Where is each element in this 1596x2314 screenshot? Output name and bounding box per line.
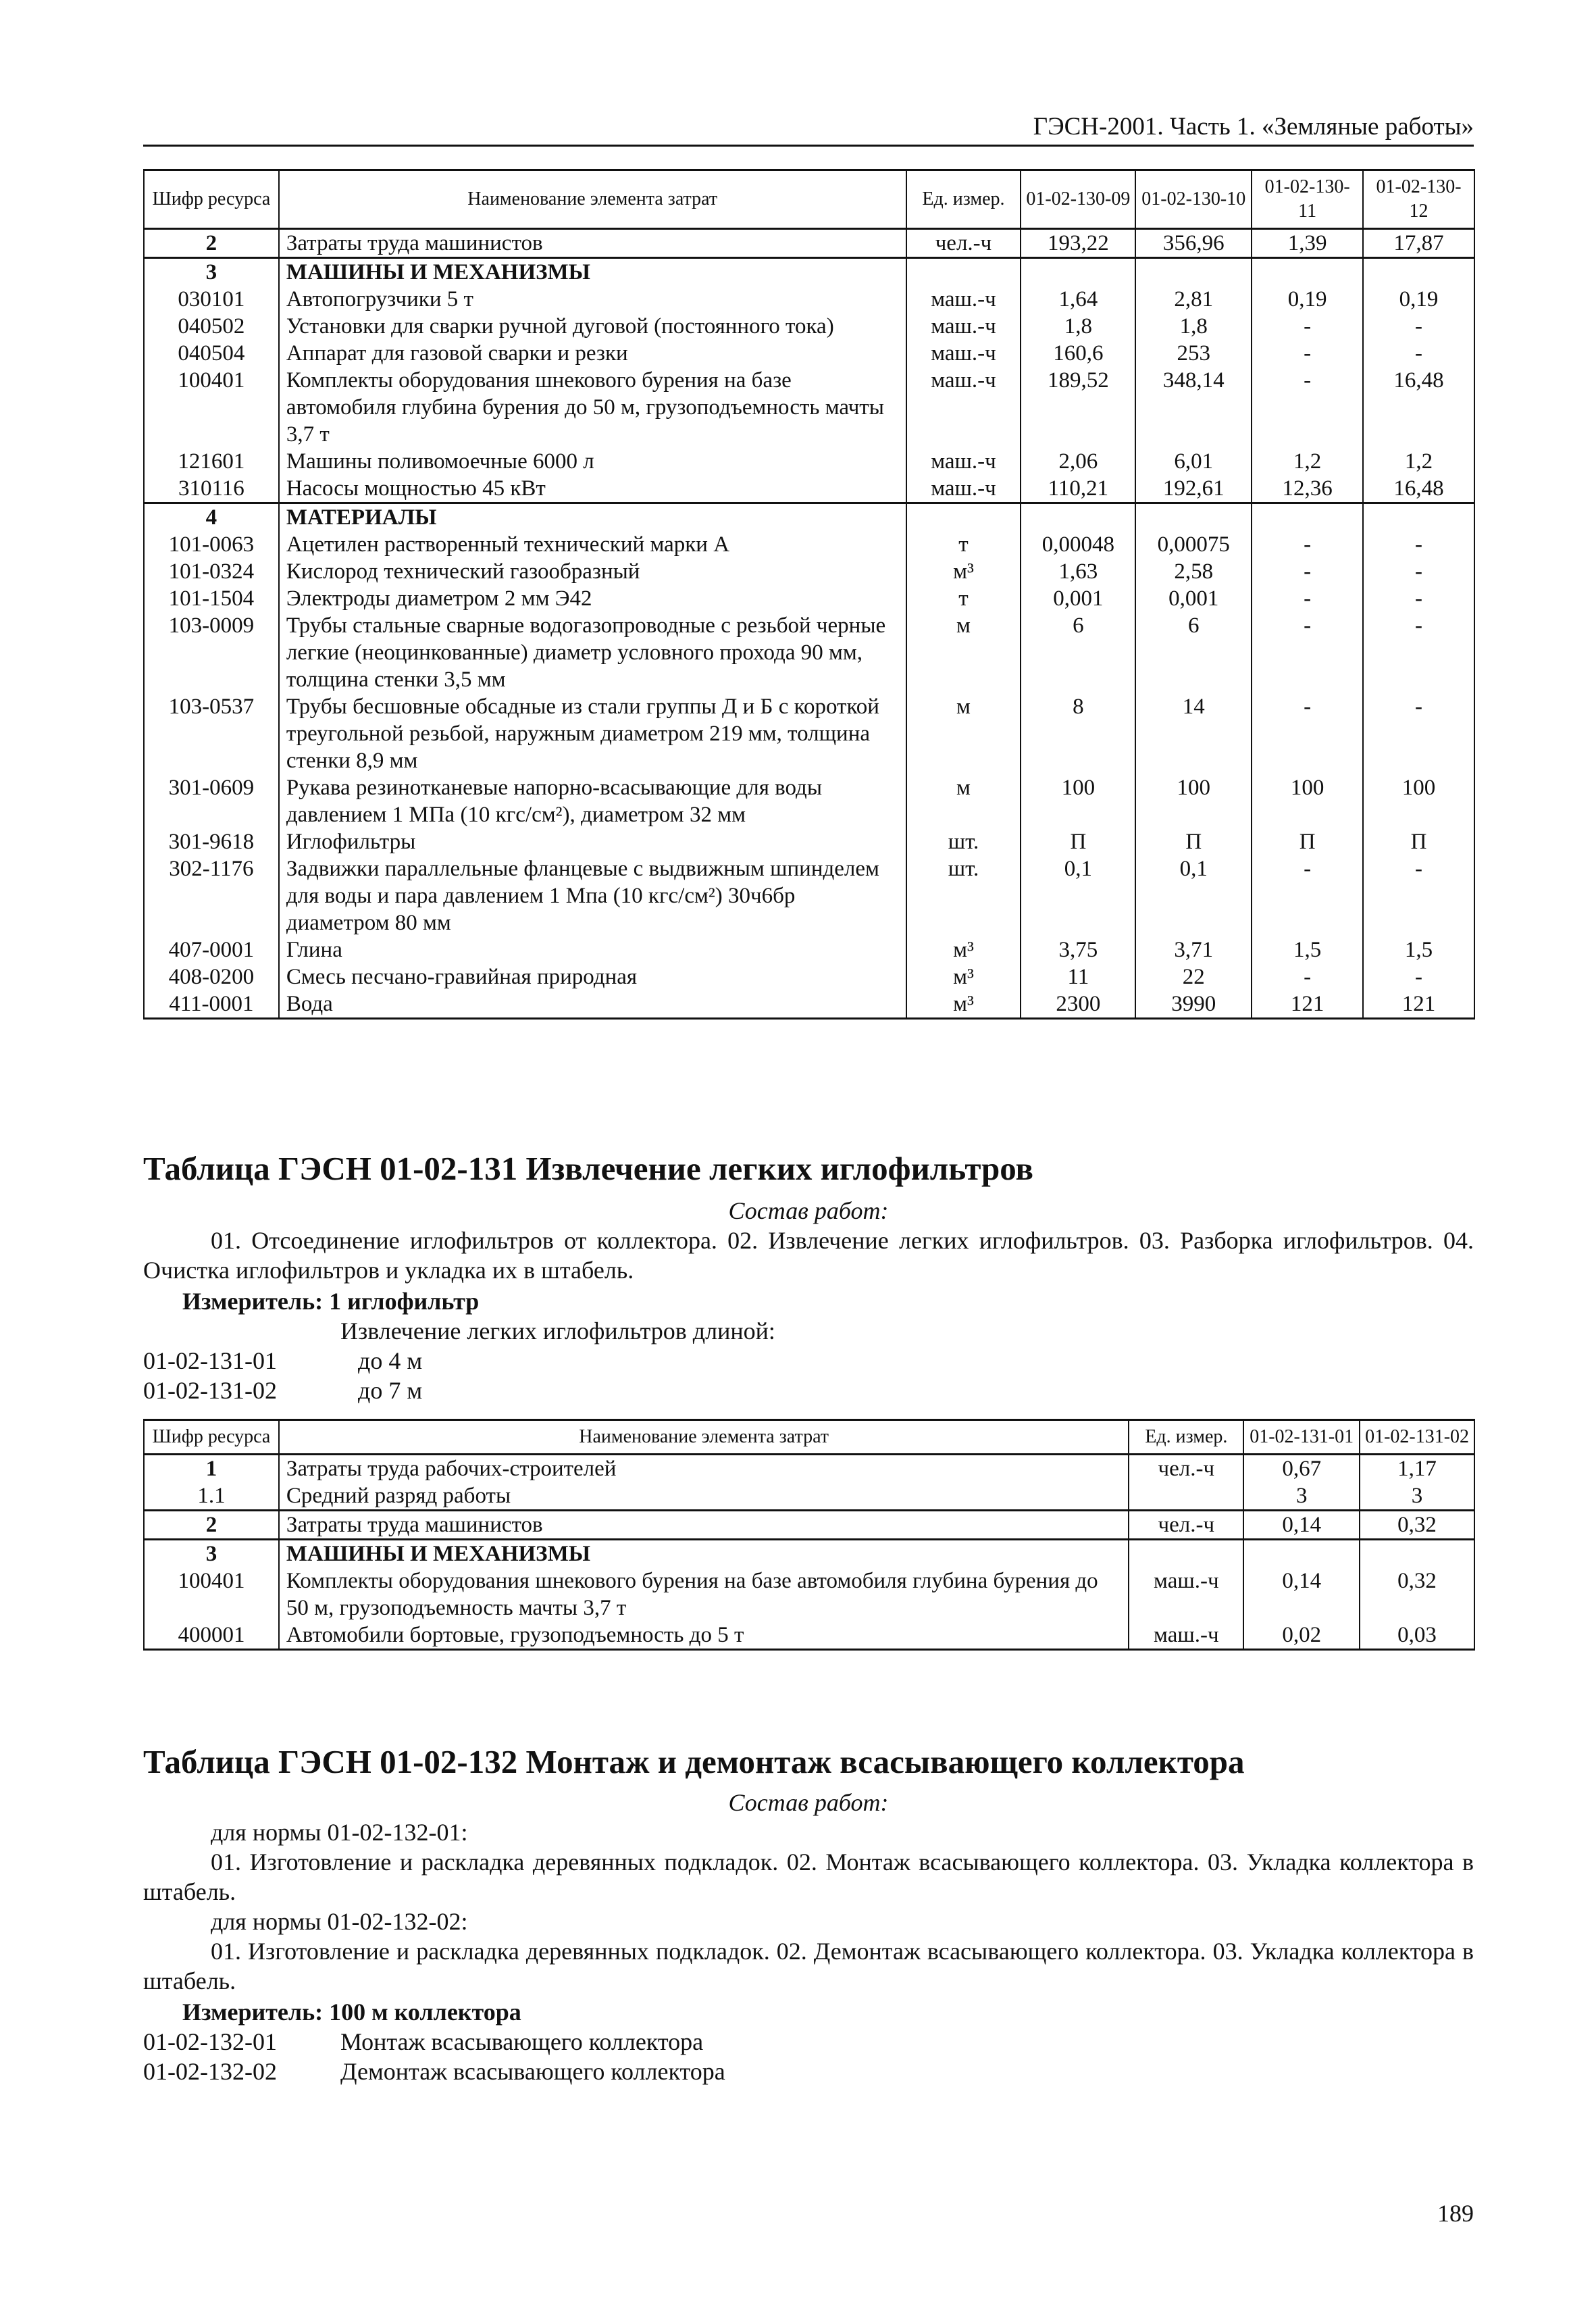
cell-v3: - bbox=[1252, 585, 1363, 612]
column-header: 01-02-130-11 bbox=[1252, 170, 1363, 229]
column-header: Ед. измер. bbox=[1129, 1420, 1243, 1455]
cell-name: Насосы мощностью 45 кВт bbox=[279, 475, 906, 503]
column-header: 01-02-130-09 bbox=[1021, 170, 1135, 229]
cell-v2: 3,71 bbox=[1135, 936, 1252, 963]
cell-code: 310116 bbox=[144, 475, 279, 503]
cell-name: МАШИНЫ И МЕХАНИЗМЫ bbox=[279, 258, 906, 286]
cell-v2: 0,32 bbox=[1360, 1511, 1474, 1540]
cell-v4 bbox=[1363, 503, 1474, 532]
cell-v3: - bbox=[1252, 612, 1363, 693]
cell-v1 bbox=[1021, 258, 1135, 286]
resource-table-130 bbox=[143, 169, 1475, 1020]
cell-v4: П bbox=[1363, 828, 1474, 855]
cell-v1: 0,02 bbox=[1243, 1621, 1360, 1650]
table-row bbox=[144, 1567, 1474, 1621]
cell-unit: маш.-ч bbox=[1129, 1567, 1243, 1621]
table-row bbox=[144, 1540, 1474, 1568]
cell-unit: м³ bbox=[906, 963, 1021, 990]
cell-v2 bbox=[1135, 503, 1252, 532]
composition-text: 01. Изготовление и раскладка деревянных подкладок. 02. Демонтаж всасывающего коллектора. 03. Укладка коллектора в штабель. bbox=[143, 1938, 1474, 1994]
cell-code: 040502 bbox=[144, 313, 279, 340]
cell-v1: 0,67 bbox=[1243, 1455, 1360, 1483]
composition-heading: Состав работ: bbox=[728, 1197, 889, 1224]
cell-name: Задвижки параллельные фланцевые с выдвижным шпинделем для воды и пара давлением 1 Мпа (10 кгс/см²) 30ч6бр диаметром 80 мм bbox=[279, 855, 906, 936]
table-row bbox=[144, 1511, 1474, 1540]
cell-unit: маш.-ч bbox=[906, 286, 1021, 313]
cell-v2: 100 bbox=[1135, 774, 1252, 828]
cell-v1 bbox=[1021, 503, 1135, 532]
cell-v2 bbox=[1360, 1540, 1474, 1568]
norm-code: 01-02-131-02 bbox=[143, 1377, 277, 1404]
cell-code: 301-0609 bbox=[144, 774, 279, 828]
cell-v1: 189,52 bbox=[1021, 367, 1135, 448]
table-row bbox=[144, 340, 1474, 367]
table-row bbox=[144, 448, 1474, 475]
table-row bbox=[144, 475, 1474, 503]
cell-v1: 2,06 bbox=[1021, 448, 1135, 475]
cell-v4: - bbox=[1363, 585, 1474, 612]
cell-name: Автопогрузчики 5 т bbox=[279, 286, 906, 313]
cell-v1: 3 bbox=[1243, 1482, 1360, 1511]
column-header: Наименование элемента затрат bbox=[279, 1420, 1129, 1455]
running-header: ГЭСН-2001. Часть 1. «Земляные работы» bbox=[143, 109, 1474, 147]
cell-unit: чел.-ч bbox=[1129, 1455, 1243, 1483]
cell-v2: 14 bbox=[1135, 693, 1252, 774]
cell-v2: 1,8 bbox=[1135, 313, 1252, 340]
column-header: 01-02-130-12 bbox=[1363, 170, 1474, 229]
cell-v1: 160,6 bbox=[1021, 340, 1135, 367]
table-row bbox=[144, 258, 1474, 286]
cell-v1: 11 bbox=[1021, 963, 1135, 990]
page-number: 189 bbox=[1437, 2200, 1474, 2227]
cell-code: 400001 bbox=[144, 1621, 279, 1650]
cell-v2: 348,14 bbox=[1135, 367, 1252, 448]
column-header: Ед. измер. bbox=[906, 170, 1021, 229]
cell-name: Машины поливомоечные 6000 л bbox=[279, 448, 906, 475]
table-row bbox=[144, 313, 1474, 340]
table-header-row bbox=[144, 1420, 1474, 1455]
cell-unit: маш.-ч bbox=[906, 367, 1021, 448]
cell-code: 4 bbox=[144, 503, 279, 532]
cell-code: 1 bbox=[144, 1455, 279, 1483]
cell-v4: 0,19 bbox=[1363, 286, 1474, 313]
resource-table-131 bbox=[143, 1419, 1475, 1651]
cell-v3: - bbox=[1252, 367, 1363, 448]
cell-unit: м³ bbox=[906, 990, 1021, 1019]
norm-scope-label: для нормы 01-02-132-02: bbox=[211, 1908, 468, 1935]
composition-text: 01. Отсоединение иглофильтров от коллектора. 02. Извлечение легких иглофильтров. 03. Разборка иглофильтров. 04. Очистка иглофильтров и укладка их в штабель. bbox=[143, 1227, 1474, 1284]
norm-scope-label: для нормы 01-02-132-01: bbox=[211, 1819, 468, 1846]
cell-name: Установки для сварки ручной дуговой (постоянного тока) bbox=[279, 313, 906, 340]
cell-name: Средний разряд работы bbox=[279, 1482, 1129, 1511]
cell-v3: 100 bbox=[1252, 774, 1363, 828]
norm-code: 01-02-132-01 bbox=[143, 2028, 277, 2055]
cell-v2: 192,61 bbox=[1135, 475, 1252, 503]
norm-label: до 4 м bbox=[358, 1347, 423, 1374]
cell-name: Затраты труда рабочих-строителей bbox=[279, 1455, 1129, 1483]
cell-v4: - bbox=[1363, 558, 1474, 585]
cell-v2: 0,00075 bbox=[1135, 531, 1252, 558]
cell-name: Трубы стальные сварные водогазопроводные с резьбой черные легкие (неоцинкованные) диаметр условного прохода 90 мм, толщина стенки 3,5 мм bbox=[279, 612, 906, 693]
cell-name: Кислород технический газообразный bbox=[279, 558, 906, 585]
cell-name: Комплекты оборудования шнекового бурения на базе автомобиля глубина бурения до 50 м, грузоподъемность мачты 3,7 т bbox=[279, 367, 906, 448]
table-row bbox=[144, 1482, 1474, 1511]
cell-v1: 1,63 bbox=[1021, 558, 1135, 585]
cell-v1: 193,22 bbox=[1021, 229, 1135, 258]
cell-v2: 6 bbox=[1135, 612, 1252, 693]
cell-v3: 0,19 bbox=[1252, 286, 1363, 313]
cell-v3: 12,36 bbox=[1252, 475, 1363, 503]
cell-v3: - bbox=[1252, 313, 1363, 340]
cell-v2: П bbox=[1135, 828, 1252, 855]
cell-v2: 0,001 bbox=[1135, 585, 1252, 612]
cell-v3: - bbox=[1252, 855, 1363, 936]
table-row bbox=[144, 693, 1474, 774]
table-row bbox=[144, 531, 1474, 558]
column-header: Наименование элемента затрат bbox=[279, 170, 906, 229]
cell-unit: м³ bbox=[906, 558, 1021, 585]
cell-code: 411-0001 bbox=[144, 990, 279, 1019]
cell-name: Вода bbox=[279, 990, 906, 1019]
cell-v1: 110,21 bbox=[1021, 475, 1135, 503]
cell-v4: 1,2 bbox=[1363, 448, 1474, 475]
cell-unit: т bbox=[906, 585, 1021, 612]
table-row bbox=[144, 558, 1474, 585]
cell-v4: - bbox=[1363, 612, 1474, 693]
cell-v3: - bbox=[1252, 558, 1363, 585]
table-row bbox=[144, 990, 1474, 1019]
cell-v2: 2,58 bbox=[1135, 558, 1252, 585]
cell-v1 bbox=[1243, 1540, 1360, 1568]
cell-code: 100401 bbox=[144, 367, 279, 448]
cell-unit bbox=[906, 503, 1021, 532]
cell-v1: 1,64 bbox=[1021, 286, 1135, 313]
table-row bbox=[144, 828, 1474, 855]
column-header: Шифр ресурса bbox=[144, 1420, 279, 1455]
cell-code: 407-0001 bbox=[144, 936, 279, 963]
table-row bbox=[144, 286, 1474, 313]
cell-unit: маш.-ч bbox=[906, 340, 1021, 367]
cell-v3: П bbox=[1252, 828, 1363, 855]
cell-v1: 2300 bbox=[1021, 990, 1135, 1019]
cell-unit: шт. bbox=[906, 855, 1021, 936]
cell-v2: 0,32 bbox=[1360, 1567, 1474, 1621]
cell-code: 101-1504 bbox=[144, 585, 279, 612]
cell-v4: 121 bbox=[1363, 990, 1474, 1019]
cell-name: Рукава резинотканевые напорно-всасывающие для воды давлением 1 МПа (10 кгс/см²), диаметром 32 мм bbox=[279, 774, 906, 828]
cell-v2: 253 bbox=[1135, 340, 1252, 367]
cell-code: 3 bbox=[144, 1540, 279, 1568]
cell-v2 bbox=[1135, 258, 1252, 286]
table-row bbox=[144, 503, 1474, 532]
cell-v3: - bbox=[1252, 340, 1363, 367]
cell-unit: м bbox=[906, 774, 1021, 828]
cell-unit bbox=[1129, 1482, 1243, 1511]
cell-v3: - bbox=[1252, 531, 1363, 558]
cell-v2: 3990 bbox=[1135, 990, 1252, 1019]
cell-v1: 3,75 bbox=[1021, 936, 1135, 963]
cell-code: 040504 bbox=[144, 340, 279, 367]
cell-v1: 6 bbox=[1021, 612, 1135, 693]
cell-code: 3 bbox=[144, 258, 279, 286]
table-header-row bbox=[144, 170, 1474, 229]
cell-v4: 1,5 bbox=[1363, 936, 1474, 963]
table-row bbox=[144, 1621, 1474, 1650]
table-row bbox=[144, 936, 1474, 963]
cell-v1: П bbox=[1021, 828, 1135, 855]
column-header: 01-02-130-10 bbox=[1135, 170, 1252, 229]
cell-name: Иглофильтры bbox=[279, 828, 906, 855]
cell-v3: 1,2 bbox=[1252, 448, 1363, 475]
cell-code: 101-0063 bbox=[144, 531, 279, 558]
cell-code: 030101 bbox=[144, 286, 279, 313]
table-row bbox=[144, 585, 1474, 612]
norm-code: 01-02-132-02 bbox=[143, 2058, 277, 2085]
norm-label: Монтаж всасывающего коллектора bbox=[340, 2028, 704, 2055]
table-title-131: Таблица ГЭСН 01-02-131 Извлечение легких иглофильтров bbox=[143, 1150, 1033, 1187]
cell-v2: 0,03 bbox=[1360, 1621, 1474, 1650]
cell-v2: 2,81 bbox=[1135, 286, 1252, 313]
cell-unit: м bbox=[906, 693, 1021, 774]
cell-unit: маш.-ч bbox=[1129, 1621, 1243, 1650]
table-row bbox=[144, 229, 1474, 258]
cell-v4: 16,48 bbox=[1363, 475, 1474, 503]
table-row bbox=[144, 963, 1474, 990]
table-row bbox=[144, 1455, 1474, 1483]
cell-v3: 1,5 bbox=[1252, 936, 1363, 963]
cell-name: Затраты труда машинистов bbox=[279, 229, 906, 258]
cell-v2: 356,96 bbox=[1135, 229, 1252, 258]
cell-v1: 0,00048 bbox=[1021, 531, 1135, 558]
cell-code: 121601 bbox=[144, 448, 279, 475]
cell-unit: чел.-ч bbox=[906, 229, 1021, 258]
cell-code: 100401 bbox=[144, 1567, 279, 1621]
cell-v1: 1,8 bbox=[1021, 313, 1135, 340]
cell-unit: маш.-ч bbox=[906, 313, 1021, 340]
cell-name: Ацетилен растворенный технический марки А bbox=[279, 531, 906, 558]
column-header: 01-02-131-01 bbox=[1243, 1420, 1360, 1455]
composition-heading: Состав работ: bbox=[728, 1789, 889, 1816]
cell-name: Аппарат для газовой сварки и резки bbox=[279, 340, 906, 367]
table-title-132: Таблица ГЭСН 01-02-132 Монтаж и демонтаж всасывающего коллектора bbox=[143, 1743, 1245, 1780]
cell-name: МАТЕРИАЛЫ bbox=[279, 503, 906, 532]
cell-code: 2 bbox=[144, 229, 279, 258]
cell-v2: 22 bbox=[1135, 963, 1252, 990]
norm-label: Демонтаж всасывающего коллектора bbox=[340, 2058, 725, 2085]
cell-v3: 1,39 bbox=[1252, 229, 1363, 258]
cell-name: Затраты труда машинистов bbox=[279, 1511, 1129, 1540]
norm-caption: Извлечение легких иглофильтров длиной: bbox=[340, 1317, 775, 1344]
cell-unit: м³ bbox=[906, 936, 1021, 963]
cell-v1: 0,14 bbox=[1243, 1511, 1360, 1540]
cell-v2: 1,17 bbox=[1360, 1455, 1474, 1483]
cell-v1: 0,1 bbox=[1021, 855, 1135, 936]
cell-unit: м bbox=[906, 612, 1021, 693]
cell-v4: - bbox=[1363, 340, 1474, 367]
table-row bbox=[144, 612, 1474, 693]
cell-unit: маш.-ч bbox=[906, 475, 1021, 503]
cell-name: Глина bbox=[279, 936, 906, 963]
cell-unit bbox=[906, 258, 1021, 286]
cell-code: 103-0537 bbox=[144, 693, 279, 774]
cell-name: Трубы бесшовные обсадные из стали группы Д и Б с короткой треугольной резьбой, наружным диаметром 219 мм, толщина стенки 8,9 мм bbox=[279, 693, 906, 774]
cell-v2: 0,1 bbox=[1135, 855, 1252, 936]
cell-v4: 100 bbox=[1363, 774, 1474, 828]
cell-name: Смесь песчано-гравийная природная bbox=[279, 963, 906, 990]
cell-v4: - bbox=[1363, 313, 1474, 340]
meter-label: Измеритель: 1 иглофильтр bbox=[182, 1288, 480, 1315]
table-row bbox=[144, 367, 1474, 448]
cell-code: 301-9618 bbox=[144, 828, 279, 855]
column-header: Шифр ресурса bbox=[144, 170, 279, 229]
cell-v4: 17,87 bbox=[1363, 229, 1474, 258]
cell-v3 bbox=[1252, 258, 1363, 286]
cell-v4 bbox=[1363, 258, 1474, 286]
cell-unit bbox=[1129, 1540, 1243, 1568]
cell-name: Электроды диаметром 2 мм Э42 bbox=[279, 585, 906, 612]
cell-code: 2 bbox=[144, 1511, 279, 1540]
cell-v2: 6,01 bbox=[1135, 448, 1252, 475]
cell-code: 302-1176 bbox=[144, 855, 279, 936]
cell-code: 1.1 bbox=[144, 1482, 279, 1511]
cell-unit: маш.-ч bbox=[906, 448, 1021, 475]
meter-label: Измеритель: 100 м коллектора bbox=[182, 1998, 521, 2026]
cell-v4: - bbox=[1363, 963, 1474, 990]
cell-v2: 3 bbox=[1360, 1482, 1474, 1511]
cell-v3 bbox=[1252, 503, 1363, 532]
table-row bbox=[144, 855, 1474, 936]
cell-v1: 0,14 bbox=[1243, 1567, 1360, 1621]
cell-v3: - bbox=[1252, 693, 1363, 774]
composition-text: 01. Изготовление и раскладка деревянных подкладок. 02. Монтаж всасывающего коллектора. 03. Укладка коллектора в штабель. bbox=[143, 1848, 1474, 1905]
cell-name: МАШИНЫ И МЕХАНИЗМЫ bbox=[279, 1540, 1129, 1568]
cell-v3: 121 bbox=[1252, 990, 1363, 1019]
cell-code: 103-0009 bbox=[144, 612, 279, 693]
cell-v1: 0,001 bbox=[1021, 585, 1135, 612]
column-header: 01-02-131-02 bbox=[1360, 1420, 1474, 1455]
cell-code: 408-0200 bbox=[144, 963, 279, 990]
cell-v3: - bbox=[1252, 963, 1363, 990]
cell-name: Автомобили бортовые, грузоподъемность до 5 т bbox=[279, 1621, 1129, 1650]
cell-v4: 16,48 bbox=[1363, 367, 1474, 448]
table-row bbox=[144, 774, 1474, 828]
cell-v4: - bbox=[1363, 855, 1474, 936]
norm-label: до 7 м bbox=[358, 1377, 423, 1404]
cell-name: Комплекты оборудования шнекового бурения на базе автомобиля глубина бурения до 50 м, грузоподъемность мачты 3,7 т bbox=[279, 1567, 1129, 1621]
cell-v4: - bbox=[1363, 693, 1474, 774]
cell-v1: 100 bbox=[1021, 774, 1135, 828]
cell-unit: т bbox=[906, 531, 1021, 558]
norm-code: 01-02-131-01 bbox=[143, 1347, 277, 1374]
cell-v1: 8 bbox=[1021, 693, 1135, 774]
cell-unit: чел.-ч bbox=[1129, 1511, 1243, 1540]
cell-unit: шт. bbox=[906, 828, 1021, 855]
cell-code: 101-0324 bbox=[144, 558, 279, 585]
cell-v4: - bbox=[1363, 531, 1474, 558]
